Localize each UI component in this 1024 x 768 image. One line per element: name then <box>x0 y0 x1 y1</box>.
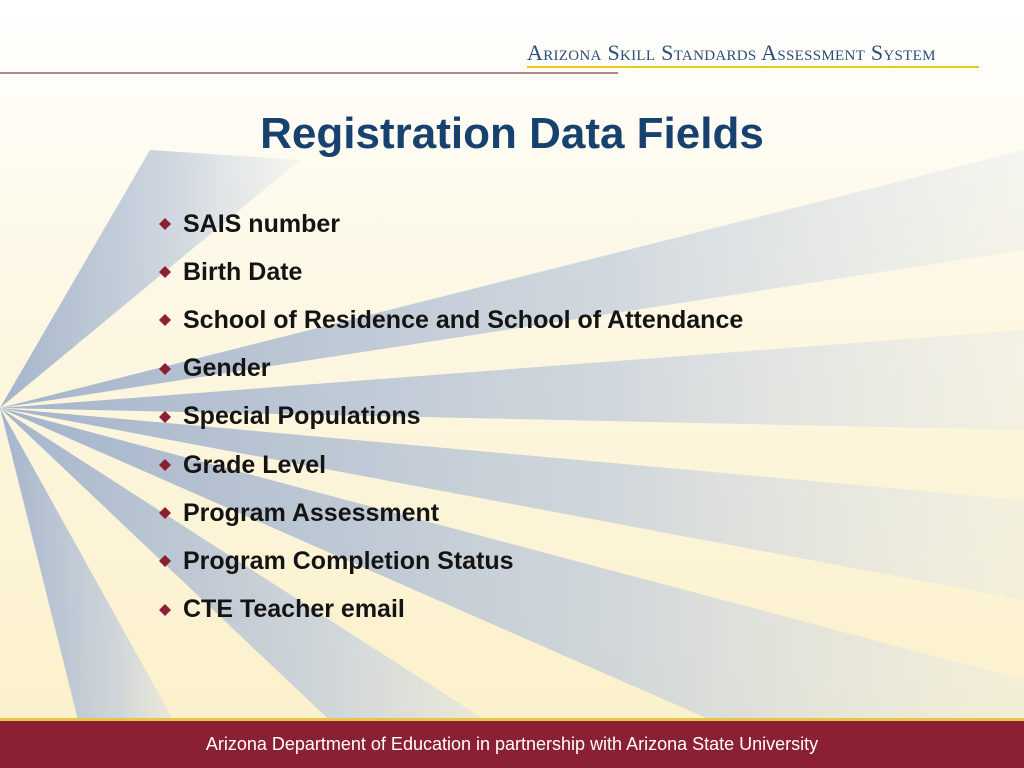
bullet-item <box>155 345 743 393</box>
brand-underline <box>527 66 979 68</box>
bullet-text: SAIS number <box>183 209 340 238</box>
bullet-text: Program Completion Status <box>183 546 514 575</box>
bullet-item <box>155 537 743 585</box>
bullet-item <box>155 200 743 248</box>
diamond-bullet-icon <box>159 314 171 326</box>
slide-title: Registration Data Fields <box>260 109 764 158</box>
bullet-item <box>155 296 743 344</box>
bullet-text: School of Residence and School of Attendance <box>183 305 744 334</box>
bullet-text: CTE Teacher email <box>183 595 405 624</box>
bullet-text: Grade Level <box>183 450 327 479</box>
diamond-bullet-icon <box>159 266 171 278</box>
bullet-item <box>155 248 743 296</box>
bullet-list <box>155 200 743 634</box>
bullet-text: Gender <box>183 354 271 383</box>
bullet-item <box>155 586 743 634</box>
diamond-bullet-icon <box>159 363 171 375</box>
header-divider-line <box>0 72 618 74</box>
diamond-bullet-icon <box>159 459 171 471</box>
diamond-bullet-icon <box>159 604 171 616</box>
bullet-text: Special Populations <box>183 402 421 431</box>
footer-text: Arizona Department of Education in partnership with Arizona State University <box>205 734 819 754</box>
brand-wordmark: Arizona Skill Standards Assessment System <box>527 40 936 65</box>
diamond-bullet-icon <box>159 507 171 519</box>
diamond-bullet-icon <box>159 411 171 423</box>
diamond-bullet-icon <box>159 555 171 567</box>
bullet-item <box>155 441 743 489</box>
footer-bar <box>0 718 1024 768</box>
diamond-bullet-icon <box>159 218 171 230</box>
bullet-text: Program Assessment <box>183 498 440 527</box>
bullet-item <box>155 489 743 537</box>
bullet-item <box>155 393 743 441</box>
bullet-text: Birth Date <box>183 257 303 286</box>
